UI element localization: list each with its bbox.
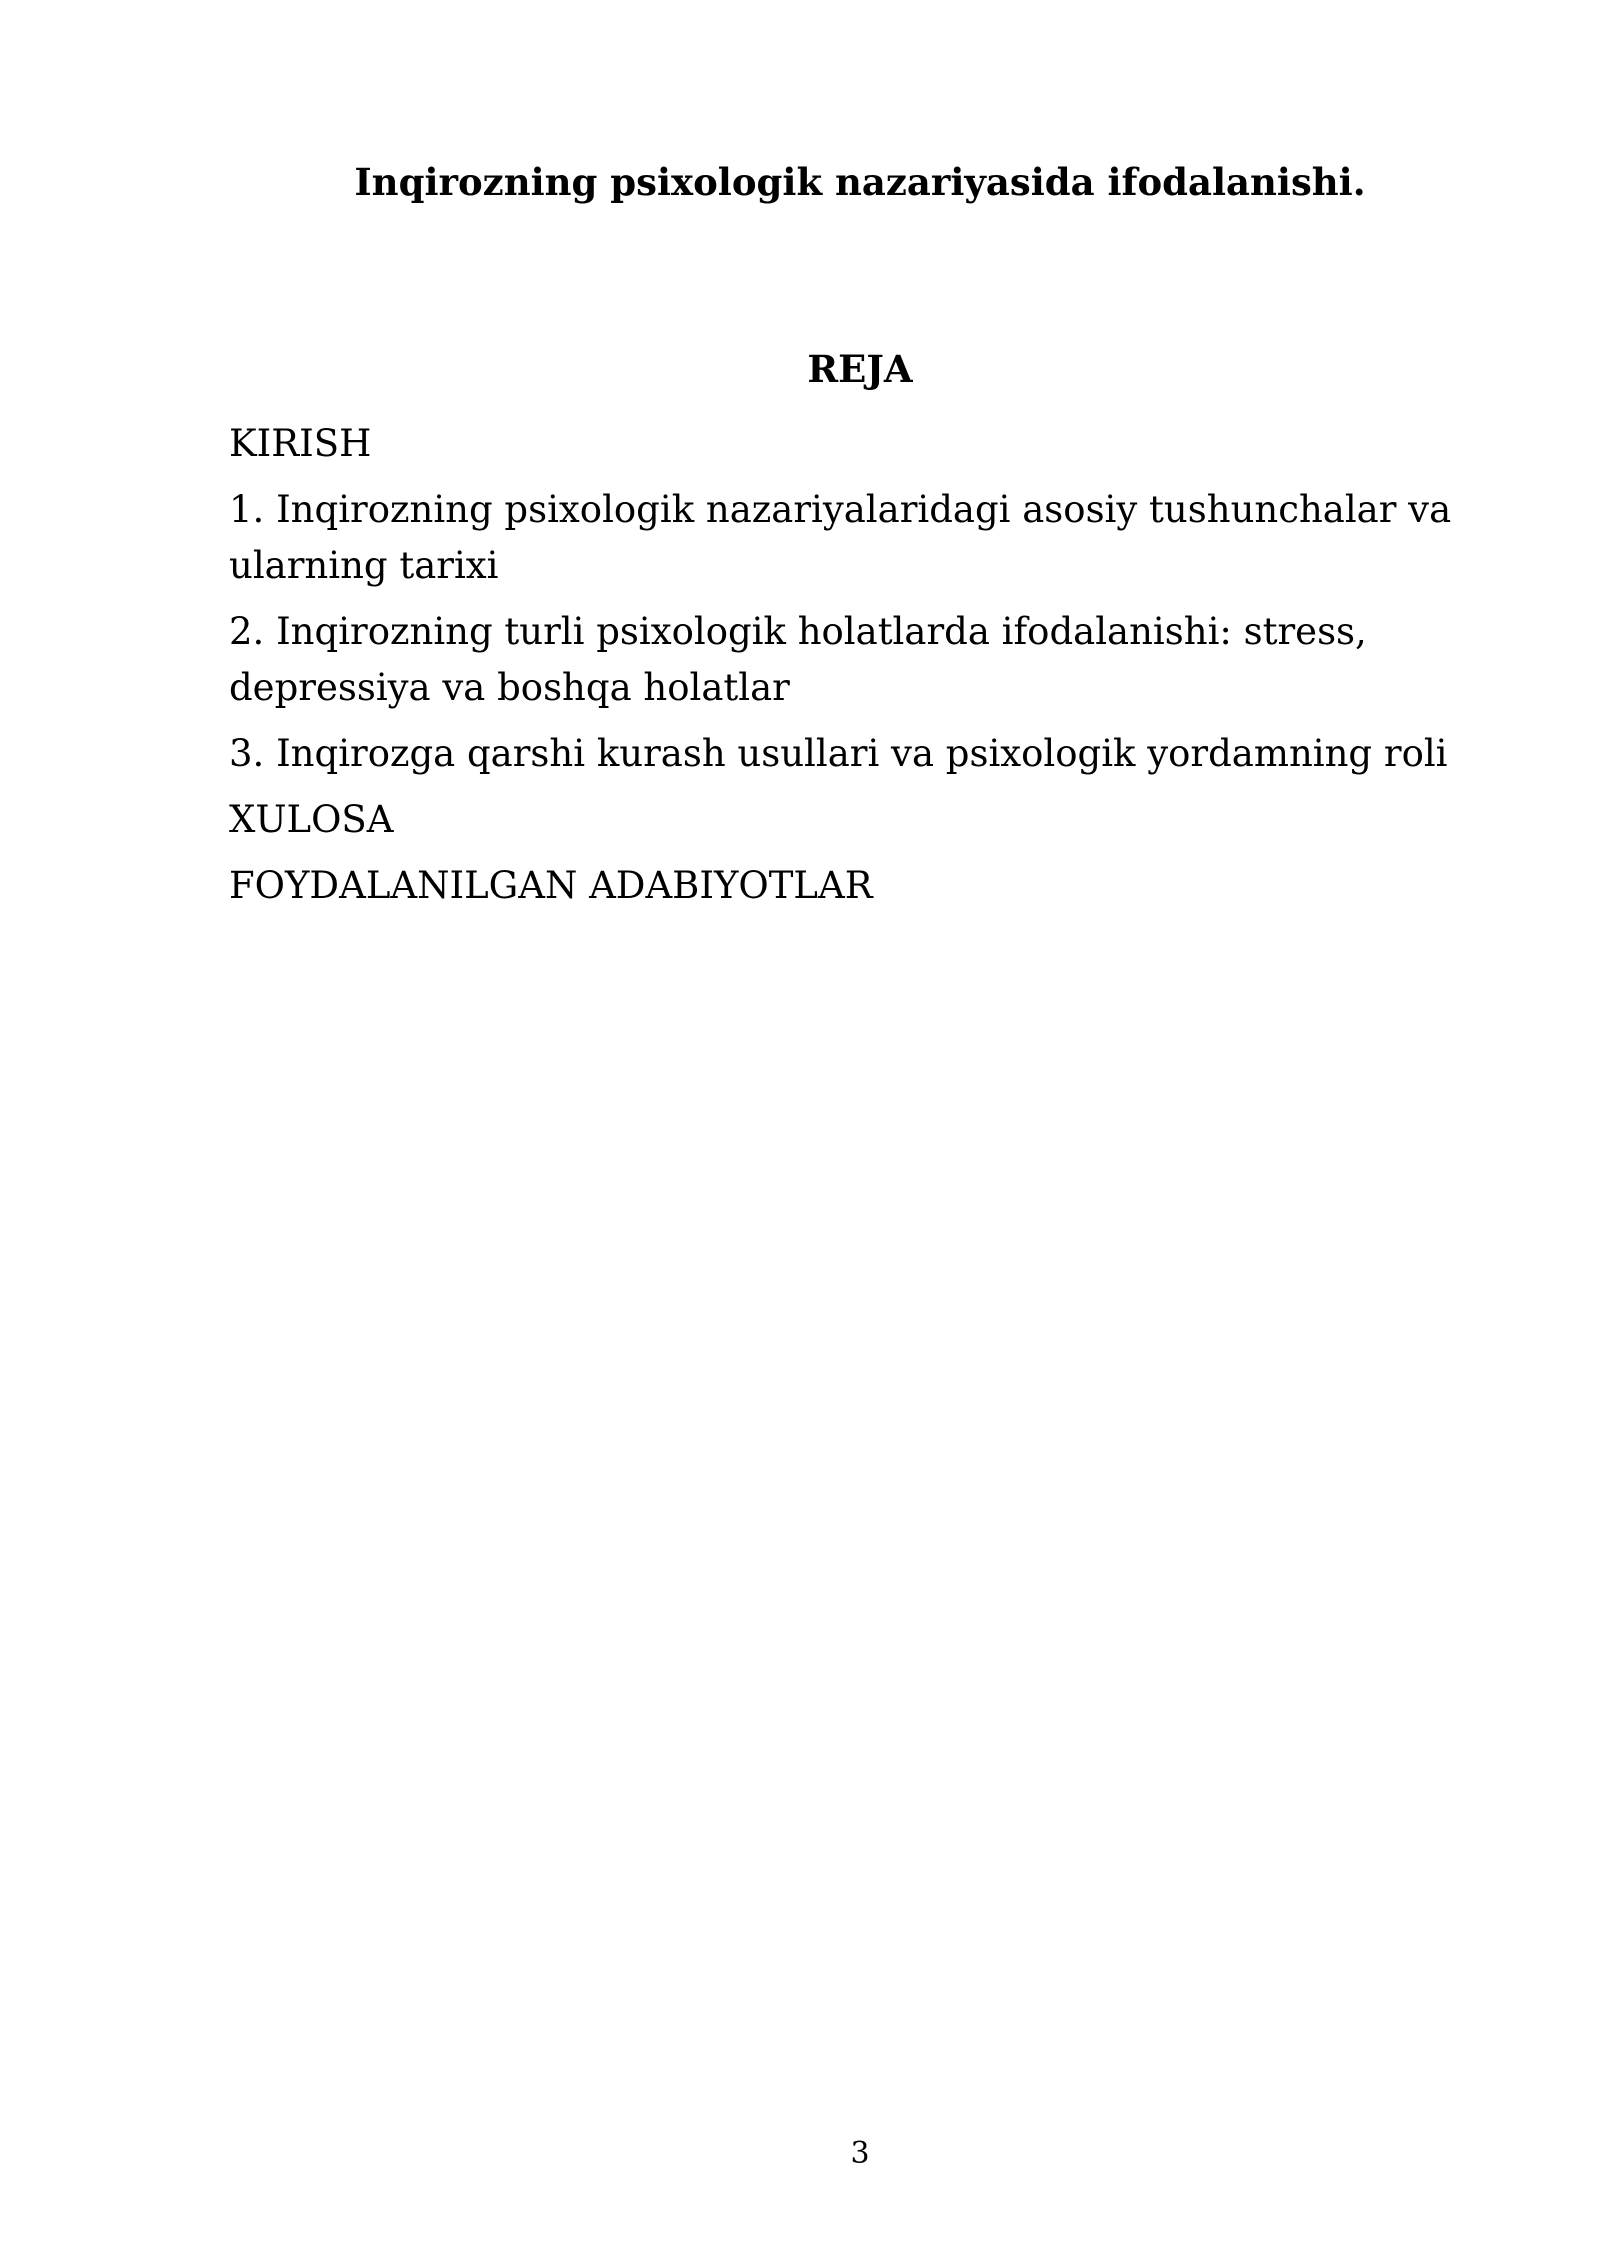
plan-item-references: FOYDALANILGAN ADABIYOTLAR — [229, 864, 873, 907]
plan-list — [229, 416, 1489, 924]
plan-item-conclusion: XULOSA — [229, 798, 394, 841]
plan-item-introduction: KIRISH — [229, 422, 372, 465]
plan-item-2: 2. Inqirozning turli psixologik holatlarda ifodalanishi: stress, depressiya va boshqa holatlar — [229, 610, 1367, 709]
plan-item-1: 1. Inqirozning psixologik nazariyalaridagi asosiy tushunchalar va ularning tarixi — [229, 488, 1452, 587]
plan-item-3: 3. Inqirozga qarshi kurash usullari va psixologik yordamning roli — [229, 732, 1448, 775]
document-title: Inqirozning psixologik nazariyasida ifodalanishi. — [354, 160, 1366, 204]
page-number: 3 — [850, 2136, 870, 2171]
plan-heading: REJA — [807, 347, 913, 391]
